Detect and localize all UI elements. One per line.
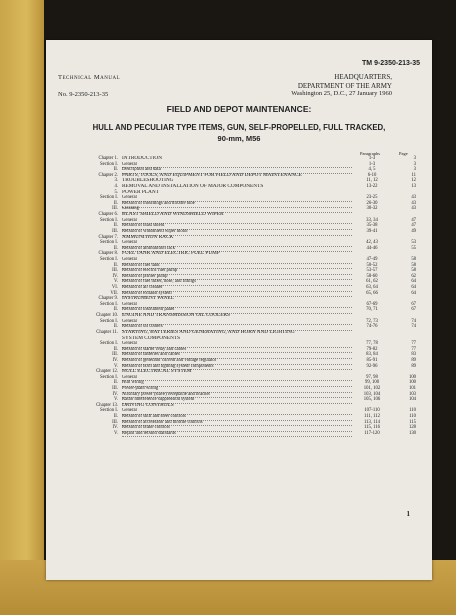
toc-label: Section I. (100, 161, 118, 167)
toc-title: General (122, 240, 352, 247)
toc-page: 55 (411, 245, 416, 251)
toc-paragraphs: 47-49 (366, 256, 378, 262)
toc-title: General (122, 319, 352, 326)
toc-label: III. (112, 419, 118, 425)
toc-label: II. (113, 262, 118, 268)
toc-paragraphs: 13-22 (366, 184, 378, 190)
toc-paragraphs: 83, 84 (366, 352, 378, 358)
toc-paragraphs: 44-46 (366, 245, 378, 251)
toc-label: VI. (111, 285, 118, 291)
toc-title: Rebuild of oil coolers (122, 324, 352, 331)
toc-title: General (122, 195, 352, 202)
toc-label: Chapter 13. (96, 402, 118, 408)
toc-paragraphs: 70, 71 (366, 307, 378, 313)
toc-title: Rebuild of fuel tank (122, 263, 352, 270)
toc-title: Repair and rebuild standards (122, 431, 352, 438)
toc-label: II. (113, 167, 118, 173)
toc-title: PARTS, TOOLS, AND EQUIPMENT FOR FIELD AND DEPOT MAINTENANCE (122, 172, 302, 178)
toc-page: 58 (411, 268, 416, 274)
toc-page: 11 (411, 172, 416, 178)
toc-title: FUEL TANK AND ELECTRIC FUEL PUMP (122, 251, 220, 257)
toc-paragraphs: 23-25 (366, 195, 378, 201)
toc-title: Rebuild of accelerator and throttle controls (122, 420, 352, 427)
toc-paragraphs: 42, 43 (366, 240, 378, 246)
toc-page: 3 (413, 167, 416, 173)
toc-label: V. (114, 430, 118, 436)
toc-label: Chapter 9. (98, 296, 118, 302)
toc-page: 104 (408, 397, 416, 403)
toc-paragraphs: 26-30 (366, 200, 378, 206)
toc-paragraphs: 1-3 (368, 161, 376, 167)
place-date-label: Washington 25, D.C., 27 January 1960 (291, 90, 392, 97)
toc-label: 4. (114, 184, 118, 190)
toc-label: Section I. (100, 256, 118, 262)
toc-page: 77 (411, 341, 416, 347)
toc-paragraphs: 85-91 (366, 357, 378, 363)
toc-label: Section I. (100, 301, 118, 307)
toc-page: 67 (411, 307, 416, 313)
toc-title: TROUBLESHOOTING (122, 178, 174, 184)
toc-paragraphs: 103, 104 (363, 391, 381, 397)
toc-label: IV. (112, 391, 118, 397)
toc-title: Rebuild of exhaust system (122, 291, 352, 298)
toc-paragraphs: 115, 116 (363, 425, 381, 431)
document-title: FIELD AND DEPOT MAINTENANCE: (166, 104, 312, 114)
technical-manual-label: Technical Manual (58, 74, 121, 81)
tm-no-label: No. 9-2350-213-35 (58, 91, 109, 98)
toc-page: 128 (408, 425, 416, 431)
toc-title: REMOVAL AND INSTALLATION OF MAJOR COMPONENTS (122, 184, 264, 190)
page-number: 1 (406, 510, 410, 518)
toc-label: Chapter 1. (98, 156, 118, 161)
toc-paragraphs: 77, 78 (366, 341, 378, 347)
toc-title: Rebuild of electric fuel pump (122, 268, 352, 275)
toc-label: II. (113, 307, 118, 313)
toc-page: 64 (411, 279, 416, 285)
toc-title: Rebuild of air cleaner (122, 285, 352, 292)
toc-title: Rebuild of fuel tubes, hose, and fittings (122, 279, 352, 286)
toc-label: Section I. (100, 408, 118, 414)
toc-label: Section I. (100, 217, 118, 223)
toc-paragraphs: 6-10 (367, 172, 377, 178)
toc-title: General (122, 341, 352, 348)
toc-paragraphs: 58-60 (366, 273, 378, 279)
toc-title: SYSTEM COMPONENTS (122, 335, 181, 341)
toc-page: 47 (411, 223, 416, 229)
toc-page: 53 (411, 240, 416, 246)
toc-label: Section I. (100, 374, 118, 380)
toc-page: 3 (413, 156, 416, 161)
toc-row (60, 430, 416, 437)
toc-label: V. (114, 363, 118, 369)
toc-title: Rebuild of brake controls (122, 425, 352, 432)
toc-paragraphs: 97, 98 (366, 374, 378, 380)
toc-page: 101 (408, 385, 416, 391)
toc-paragraphs: 74-76 (366, 324, 378, 330)
toc-title: Rebuild of blast shield (122, 223, 352, 230)
toc-page: 110 (409, 414, 416, 420)
toc-paragraphs: 11, 12 (366, 178, 378, 184)
toc-paragraphs: 53-57 (366, 268, 378, 274)
toc-title: General (122, 218, 352, 225)
toc-label: III. (112, 206, 118, 212)
toc-title: General (122, 408, 352, 415)
toc-page: 58 (411, 262, 416, 268)
toc-paragraphs: 92-96 (366, 363, 378, 369)
toc-page: 64 (411, 290, 416, 296)
toc-title: Rebuild of ammunition rack (122, 246, 352, 253)
toc-paragraphs: 111, 112 (364, 414, 380, 420)
toc-label: Chapter 10. (96, 313, 118, 319)
toc-title: BLAST SHIELD AND WINDSHIELD WIPER (122, 212, 224, 218)
toc-page: 89 (411, 363, 416, 369)
toc-page: 43 (411, 200, 416, 206)
document-subtitle: HULL AND PECULIAR TYPE ITEMS, GUN, SELF-PROPELLED, FULL TRACKED, (92, 123, 386, 132)
toc-page: 74 (411, 318, 416, 324)
toc-label: Chapter 2. (98, 172, 118, 178)
headquarters-label: HEADQUARTERS, (334, 73, 392, 81)
toc-paragraphs: 107-110 (364, 408, 380, 414)
toc-paragraphs: 117-120 (364, 430, 380, 436)
toc-title: STARTING, BATTERIES AND GENERATING, AND HORN AND LIGHTING (122, 329, 295, 335)
toc-title: Rebuild of horn and lighting system components (122, 364, 352, 371)
toc-title: Auxiliary power (slave) receptacle and bracket (122, 392, 352, 399)
toc-title: Rebuild of primer pump (122, 274, 352, 281)
toc-paragraphs: 1-3 (368, 156, 376, 161)
toc-paragraphs: 99, 100 (364, 380, 380, 386)
page-column-header: Page (399, 151, 408, 156)
toc-label: V. (114, 279, 118, 285)
toc-title: Rebuild of generator current and voltage regulator (122, 358, 352, 365)
toc-title: AMMUNITION RACK (122, 234, 174, 240)
toc-label: Section I. (100, 341, 118, 347)
document-page (46, 40, 432, 580)
tm-number-header: TM 9-2350-213-35 (362, 60, 420, 67)
toc-title: DRIVING CONTROLS (122, 402, 174, 408)
toc-label: II. (113, 324, 118, 330)
toc-title: POWER PLANT (122, 189, 159, 195)
toc-page: 89 (411, 357, 416, 363)
toc-label: IV. (112, 425, 118, 431)
toc-paragraphs: 113, 114 (363, 419, 381, 425)
toc-paragraphs: 67-69 (366, 301, 378, 307)
toc-label: IV. (112, 273, 118, 279)
toc-label: Chapter 8. (98, 251, 118, 257)
table-of-contents (60, 156, 416, 436)
toc-page: 49 (411, 228, 416, 234)
toc-label: V. (114, 397, 118, 403)
toc-paragraphs: 105, 106 (363, 397, 381, 403)
toc-label: III. (112, 228, 118, 234)
toc-page: 12 (411, 178, 416, 184)
toc-page: 110 (409, 408, 416, 414)
toc-label: Section I. (100, 240, 118, 246)
toc-title: Power-plant wiring (122, 386, 352, 393)
document-subtitle-line2: 90-mm, M56 (217, 134, 261, 143)
toc-label: Chapter 12. (96, 369, 118, 375)
toc-title: Rebuild of shift and steer controls (122, 414, 352, 421)
toc-page: 67 (411, 301, 416, 307)
department-label: DEPARTMENT OF THE ARMY (297, 82, 392, 90)
toc-label: III. (112, 385, 118, 391)
toc-label: II. (113, 245, 118, 251)
toc-paragraphs: 4, 5 (368, 167, 376, 173)
toc-title: HULL ELECTRICAL SYSTEM (122, 369, 192, 375)
toc-page: 64 (411, 285, 416, 291)
toc-page: 130 (408, 430, 416, 436)
toc-paragraphs: 30-32 (366, 206, 378, 212)
toc-label: IV. (112, 357, 118, 363)
toc-label: Section I. (100, 318, 118, 324)
toc-paragraphs: 72, 73 (366, 318, 378, 324)
toc-paragraphs: 33, 34 (366, 217, 378, 223)
toc-title: Rebuild of mountings and throttle tube (122, 201, 352, 208)
toc-page: 13 (411, 184, 416, 190)
toc-paragraphs: 61, 62 (366, 279, 378, 285)
toc-label: 3. (114, 178, 118, 184)
toc-title: Cleaning (122, 206, 352, 213)
toc-paragraphs: 35-38 (366, 223, 378, 229)
toc-title: INSTRUMENT PANEL (122, 296, 174, 302)
toc-page: 47 (411, 217, 416, 223)
toc-title: Hull wiring (122, 380, 352, 387)
toc-title: Rebuild of windshield wiper motor (122, 229, 352, 236)
toc-page: 3 (413, 161, 416, 167)
toc-title: General (122, 375, 352, 382)
toc-page: 62 (411, 273, 416, 279)
toc-title: General (122, 302, 352, 309)
toc-page: 100 (408, 374, 416, 380)
toc-label: Chapter 7. (98, 234, 118, 240)
toc-page: 77 (411, 346, 416, 352)
toc-title: INTRODUCTION (122, 156, 163, 161)
toc-paragraphs: 39-41 (366, 228, 378, 234)
toc-label: II. (113, 346, 118, 352)
toc-label: II. (113, 380, 118, 386)
toc-label: III. (112, 268, 118, 274)
toc-title: Description and data (122, 167, 352, 174)
toc-label: II. (113, 414, 118, 420)
toc-page: 100 (408, 380, 416, 386)
toc-title: Rebuild of batteries and cables (122, 352, 352, 359)
toc-label: VII. (110, 290, 118, 296)
toc-paragraphs: 63, 64 (366, 285, 378, 291)
toc-label: II. (113, 223, 118, 229)
toc-title: Radio interference suppression system (122, 397, 352, 404)
toc-label: Chapter 11. (96, 329, 118, 335)
toc-title: ENGINE AND TRANSMISSION OIL COOLERS (122, 313, 231, 319)
toc-label: Section I. (100, 195, 118, 201)
toc-page: 58 (411, 256, 416, 262)
toc-paragraphs: 50-52 (366, 262, 378, 268)
toc-page: 43 (411, 195, 416, 201)
toc-paragraphs: 65, 66 (366, 290, 378, 296)
toc-label: Chapter 6. (98, 212, 118, 218)
toc-paragraphs: 101, 102 (363, 385, 381, 391)
manual-cover-edge (0, 0, 44, 615)
toc-page: 103 (408, 391, 416, 397)
toc-page: 74 (411, 324, 416, 330)
toc-page: 115 (409, 419, 416, 425)
toc-title: General (122, 162, 352, 169)
toc-paragraphs: 79-82 (366, 346, 378, 352)
toc-page: 43 (411, 206, 416, 212)
toc-title: Rebuild of instrument panel (122, 307, 352, 314)
toc-page: 83 (411, 352, 416, 358)
toc-label: III. (112, 352, 118, 358)
toc-label: 5. (114, 189, 118, 195)
toc-title: Rebuild of starter relay and cables (122, 347, 352, 354)
toc-title: General (122, 257, 352, 264)
toc-label: II. (113, 200, 118, 206)
paragraphs-column-header: Paragraphs (360, 151, 380, 156)
